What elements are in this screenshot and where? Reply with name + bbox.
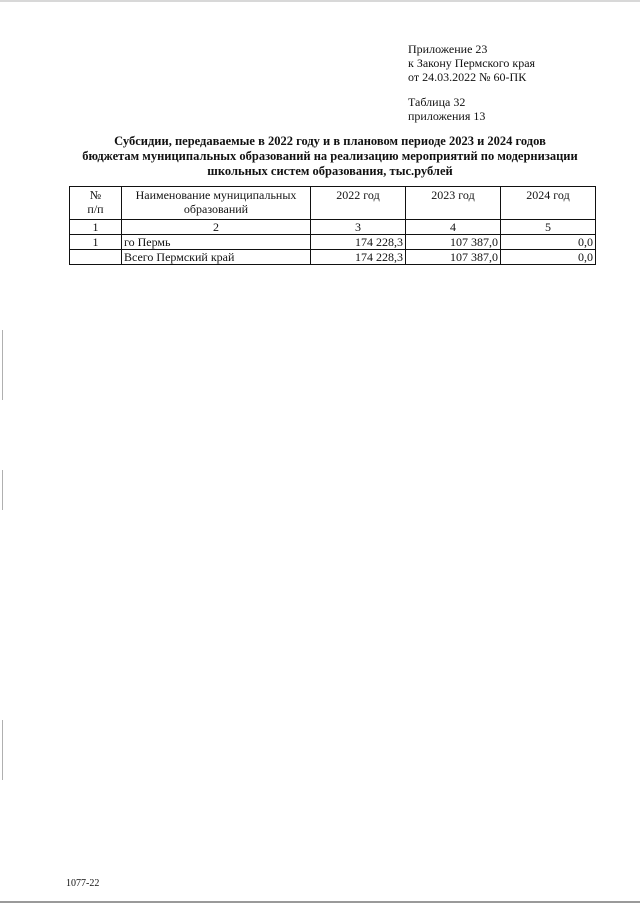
header-year-2023: 2023 год	[406, 187, 501, 220]
row-value-2024: 0,0	[501, 235, 596, 250]
table-index-row	[70, 220, 596, 235]
scan-margin-mark	[2, 470, 3, 510]
page-bottom-edge	[0, 901, 640, 903]
document-code: 1077-22	[66, 878, 100, 889]
index-cell: 2	[122, 220, 311, 235]
title-line: Субсидии, передаваемые в 2022 году и в плановом периоде 2023 и 2024 годов	[114, 134, 546, 148]
header-municipality-line: образований	[183, 202, 249, 216]
table-ref-line: Таблица 32	[408, 95, 466, 109]
row-value-2022: 174 228,3	[311, 250, 406, 265]
appendix-line: от 24.03.2022 № 60-ПК	[408, 70, 527, 84]
table-ref-line: приложения 13	[408, 109, 486, 123]
document-title	[80, 134, 580, 179]
page-top-edge	[0, 0, 640, 2]
row-municipality: Всего Пермский край	[122, 250, 311, 265]
header-year-2024: 2024 год	[501, 187, 596, 220]
header-number-line: №	[89, 188, 102, 202]
scan-margin-mark	[2, 330, 3, 400]
index-cell: 4	[406, 220, 501, 235]
title-line: школьных систем образования, тыс.рублей	[207, 164, 453, 178]
header-municipality-line: Наименование муниципальных	[135, 188, 297, 202]
index-cell: 1	[70, 220, 122, 235]
row-value-2023: 107 387,0	[406, 250, 501, 265]
table-row	[70, 235, 596, 250]
row-number	[70, 250, 122, 265]
header-number-line: п/п	[87, 202, 104, 216]
table-total-row	[70, 250, 596, 265]
table-reference	[408, 95, 485, 123]
index-cell: 3	[311, 220, 406, 235]
index-cell: 5	[501, 220, 596, 235]
subsidy-table	[69, 186, 596, 265]
header-year-2022: 2022 год	[311, 187, 406, 220]
header-number	[70, 187, 122, 220]
appendix-line: Приложение 23	[408, 42, 488, 56]
row-value-2023: 107 387,0	[406, 235, 501, 250]
header-municipality	[122, 187, 311, 220]
row-municipality: го Пермь	[122, 235, 311, 250]
row-value-2024: 0,0	[501, 250, 596, 265]
row-value-2022: 174 228,3	[311, 235, 406, 250]
appendix-line: к Закону Пермского края	[408, 56, 536, 70]
title-line: бюджетам муниципальных образований на реализацию мероприятий по модернизации	[82, 149, 578, 163]
row-number: 1	[70, 235, 122, 250]
table-header-row	[70, 187, 596, 220]
appendix-reference	[408, 42, 535, 84]
scan-margin-mark	[2, 720, 3, 780]
